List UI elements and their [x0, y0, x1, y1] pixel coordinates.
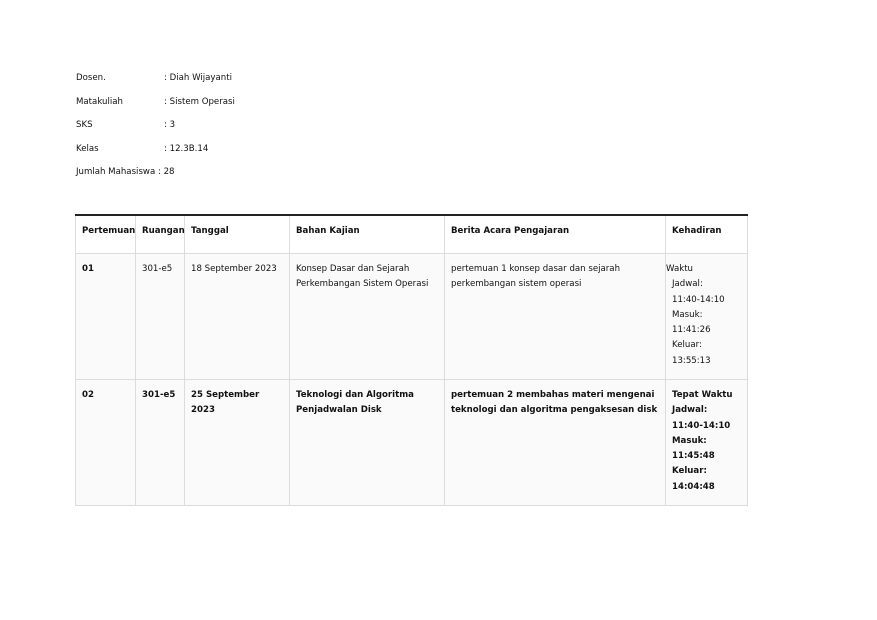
sks-label: SKS [76, 120, 93, 131]
header-berita-acara: Berita Acara Pengajaran [445, 215, 666, 254]
kelas-value: : 12.3B.14 [164, 143, 209, 154]
info-row-dosen [76, 73, 235, 97]
table-row [76, 254, 748, 380]
cell-bahan-kajian: Teknologi dan Algoritma Penjadwalan Disk [290, 380, 445, 506]
course-info [76, 73, 235, 191]
jumlah-mahasiswa: Jumlah Mahasiswa : 28 [76, 167, 175, 178]
kelas-label: Kelas [76, 143, 99, 154]
table-row [76, 380, 748, 506]
dosen-label: Dosen. [76, 73, 106, 83]
jadwal-label: Jadwal: [672, 279, 703, 290]
header-tanggal: Tanggal [185, 215, 290, 254]
cell-bahan-kajian: Konsep Dasar dan Sejarah Perkembangan Sistem Operasi [290, 254, 445, 380]
info-row-sks [76, 120, 235, 144]
cell-pertemuan: 01 [76, 254, 136, 380]
info-row-jumlah [76, 167, 235, 191]
table-header-row [76, 215, 748, 254]
jadwal-value: 11:40-14:10 [672, 420, 731, 431]
keluar-label: Keluar: [672, 466, 707, 477]
cell-berita-acara: pertemuan 1 konsep dasar dan sejarah perkembangan sistem operasi [445, 254, 666, 380]
keluar-value: 13:55:13 [672, 355, 711, 366]
cell-tanggal: 25 September 2023 [185, 380, 290, 506]
cell-ruangan: 301-e5 [136, 380, 185, 506]
cell-kehadiran [666, 254, 748, 380]
cell-kehadiran [666, 380, 748, 506]
header-kehadiran: Kehadiran [666, 215, 748, 254]
keluar-value: 14:04:48 [672, 481, 715, 492]
header-bahan-kajian: Bahan Kajian [290, 215, 445, 254]
jadwal-value: 11:40-14:10 [672, 294, 725, 305]
dosen-value: : Diah Wijayanti [164, 73, 232, 83]
info-row-matakuliah [76, 97, 235, 121]
info-row-kelas [76, 144, 235, 168]
matakuliah-value: : Sistem Operasi [164, 96, 235, 107]
masuk-label: Masuk: [672, 435, 707, 446]
attendance-table [75, 214, 748, 506]
masuk-value: 11:45:48 [672, 451, 715, 462]
cell-berita-acara: pertemuan 2 membahas materi mengenai teknologi dan algoritma pengaksesan disk [445, 380, 666, 506]
header-ruangan: Ruangan [136, 215, 185, 254]
matakuliah-label: Matakuliah [76, 96, 123, 107]
header-pertemuan: Pertemuan [76, 215, 136, 254]
cell-ruangan: 301-e5 [136, 254, 185, 380]
cell-pertemuan: 02 [76, 380, 136, 506]
kehadiran-status: Tepat Waktu [672, 390, 733, 400]
cell-tanggal: 18 September 2023 [185, 254, 290, 380]
sks-value: : 3 [164, 120, 176, 131]
masuk-label: Masuk: [672, 309, 703, 320]
kehadiran-status: Waktu [666, 264, 694, 274]
masuk-value: 11:41:26 [672, 325, 711, 336]
jadwal-label: Jadwal: [672, 405, 708, 416]
keluar-label: Keluar: [672, 340, 702, 351]
